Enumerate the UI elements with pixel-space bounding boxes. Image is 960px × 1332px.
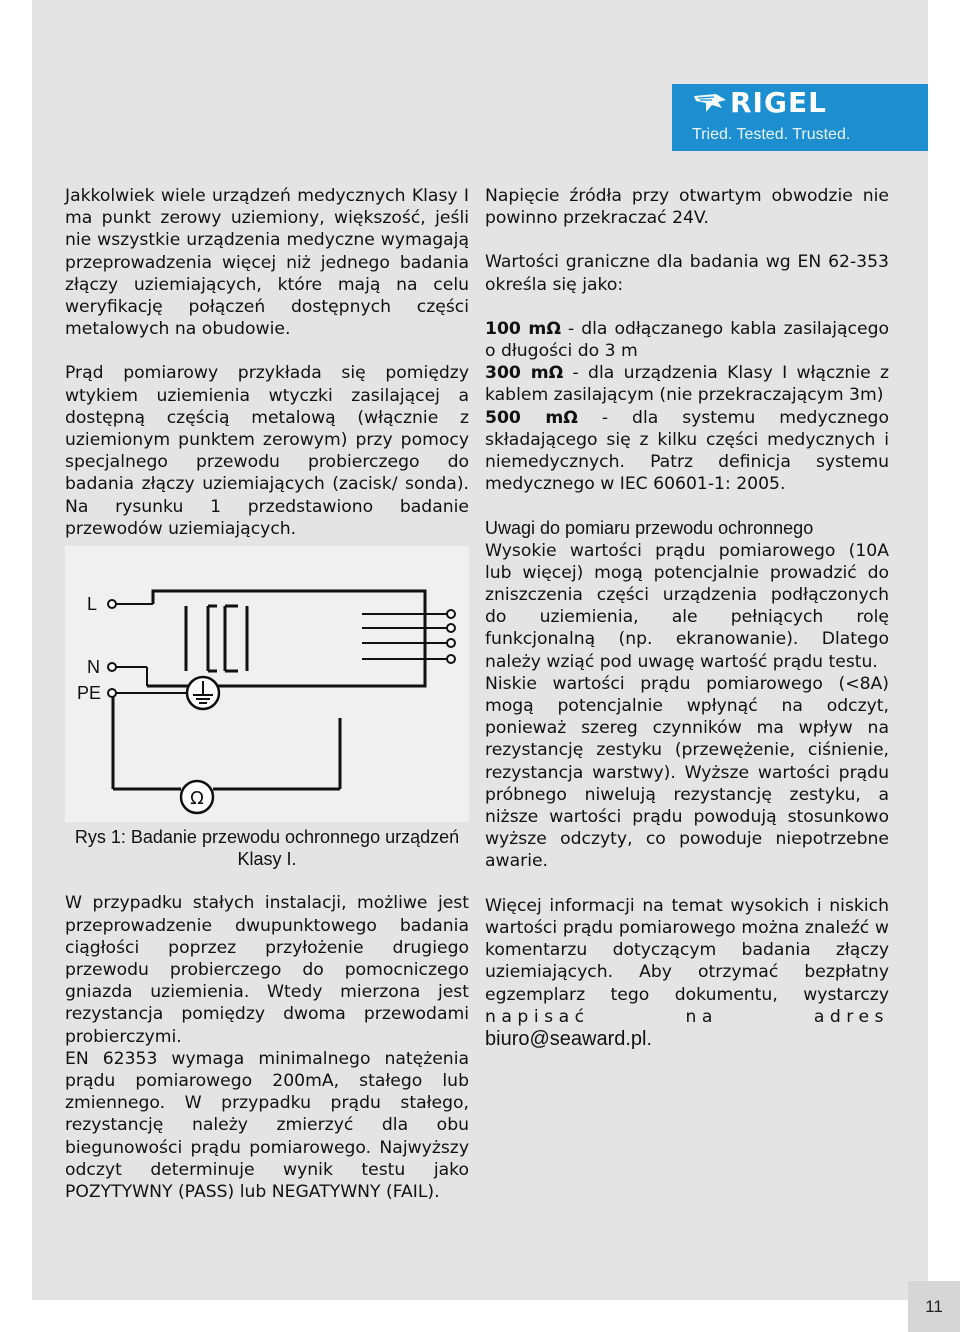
pe-label: PE	[77, 683, 102, 704]
eagle-icon	[692, 90, 730, 116]
right-column	[485, 185, 889, 1051]
paragraph-end: .	[646, 1029, 652, 1050]
left-column	[65, 185, 469, 1203]
ground-symbol	[187, 677, 219, 709]
line-label: L	[87, 594, 98, 615]
paragraph: Napięcie źródła przy otwartym obwodzie nie powinno przekraczać 24V.	[485, 186, 889, 229]
paragraph	[485, 895, 889, 1051]
limit-value: 500 mΩ	[485, 407, 578, 428]
limit-value: 100 mΩ	[485, 318, 561, 339]
figure-1	[65, 546, 469, 822]
paragraph: EN 62353 wymaga minimalnego natężenia prądu pomiarowego 200mA, stałego lub zmiennego. W przypadku prądu stałego, rezystancję należy zmierzyć dla obu biegunowości prądu pomiarowego. Najwyższy odczyt determinuje wynik testu jako POZYTYWNY (PASS) lub NEGATYWNY (FAIL).	[65, 1048, 469, 1203]
limit-item	[485, 407, 889, 496]
limit-item	[485, 318, 889, 362]
spaced-text: napisać na adres	[485, 1006, 889, 1027]
figure-caption: Rys 1: Badanie przewodu ochronnego urządzeń Klasy I.	[74, 827, 460, 870]
paragraph: Jakkolwiek wiele urządzeń medycznych Klasy I ma punkt zerowy uziemiony, większość, jeśli nie wszystkie urządzenia medyczne wymagają przeprowadzenia więcej niż jednego badania złączy uziemiających, które mają na celu weryfikację połączeń dostępnych części metalowych na obudowie.	[65, 186, 469, 340]
logo-tagline: Tried. Tested. Trusted.	[692, 126, 851, 143]
limit-text: - dla urządzenia Klasy I włącznie z kablem zasilającym (nie przekraczającym 3m)	[485, 363, 889, 406]
limit-text: - dla odłączanego kabla zasilającego o długości do 3 m	[485, 318, 889, 362]
email-link[interactable]: biuro@seaward.pl	[485, 1027, 647, 1050]
logo-name: RIGEL	[730, 86, 827, 119]
paragraph: Wartości graniczne dla badania wg EN 62-353 określa się jako:	[485, 252, 889, 295]
ohm-label: Ω	[190, 788, 204, 810]
paragraph: Prąd pomiarowy przykłada się pomiędzy wtykiem uziemienia wtyczki zasilającej a dostępną częścią metalową (włącznie z uziemionym punktem zerowym) przy pomocy specjalnego przewodu probierczego do badania złączy uziemiających (zacisk/ sonda). Na rysunku 1 przedstawiono badanie przewodów uziemiających.	[65, 363, 469, 539]
limit-text: - dla systemu medycznego składającego się z kilku części medycznych i niemedycznych. Patrz definicja systemu medycznego w IEC 60601-1: 2005.	[485, 407, 889, 495]
limit-item	[485, 362, 889, 406]
page-number: 11	[908, 1281, 960, 1332]
section-heading: Uwagi do pomiaru przewodu ochronnego	[485, 518, 814, 539]
paragraph-text: Więcej informacji na temat wysokich i niskich wartości prądu pomiarowego można znaleźć w komentarzu dotyczącym badania złączy uziemiających. Aby otrzymać bezpłatny egzemplarz tego dokumentu, wystarczy	[485, 895, 889, 1005]
paragraph: W przypadku stałych instalacji, możliwe jest przeprowadzenie dwupunktowego badania ciągłości poprzez przyłożenie drugiego przewodu probierczego do pomocniczego gniazda uziemienia. Wtedy mierzona jest rezystancja pomiędzy dwoma przewodami probierczymi.	[65, 893, 469, 1047]
rigel-logo	[672, 84, 928, 151]
paragraph: Niskie wartości prądu pomiarowego (<8A) mogą potencjalnie wpłynąć na odczyt, ponieważ szereg czynników ma wpływ na rezystancję zestyku (przewężenie, ciśnienie, rezystancja warstwy). Wyższe wartości prądu próbnego niwelują rezystancję zestyku, a niższe wartości prądu powodują stosunkowo wyższe odczyty, co powoduje niepotrzebne awarie.	[485, 673, 889, 872]
neutral-label: N	[87, 657, 100, 678]
circuit-diagram	[65, 546, 469, 822]
paragraph: Wysokie wartości prądu pomiarowego (10A lub więcej) mogą potencjalnie prowadzić do zniszczenia części urządzenia podłączonych do uziemienia, ale pełniących rolę funkcjonalną (np. ekranowanie). Dlatego należy wziąć pod uwagę wartość prądu testu.	[485, 540, 889, 672]
limit-value: 300 mΩ	[485, 363, 564, 384]
